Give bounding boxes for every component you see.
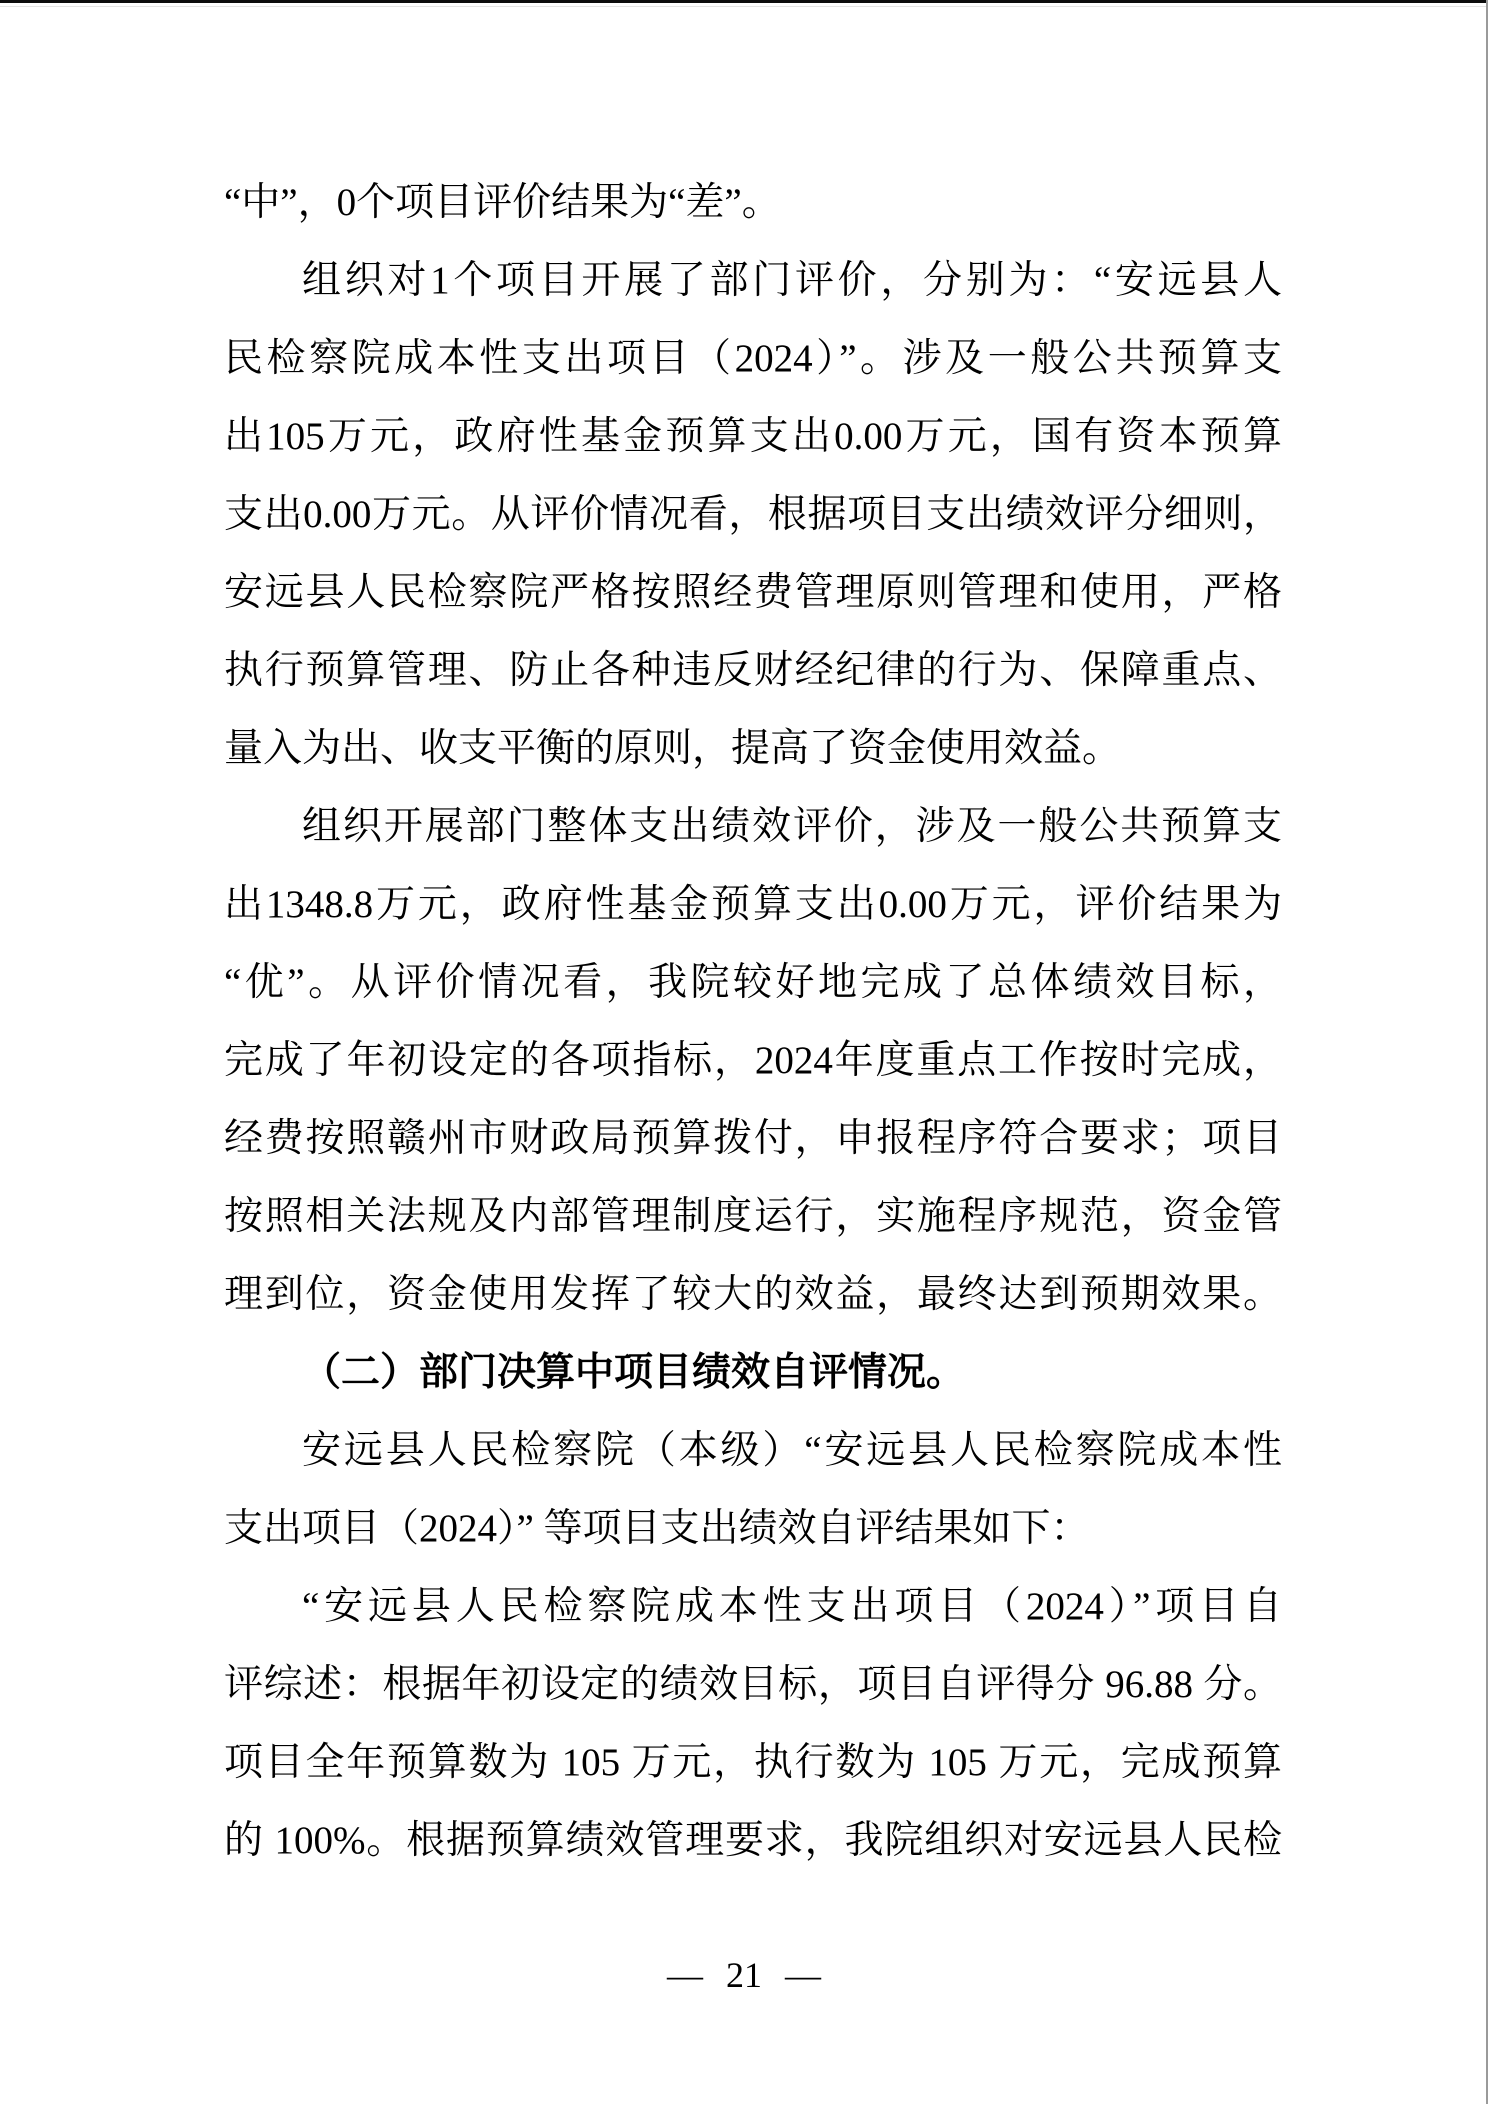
text-line: 支出0.00万元。从评价情况看，根据项目支出绩效评分细则，	[224, 493, 1282, 536]
text-line: 执行预算管理、防止各种违反财经纪律的行为、保障重点、	[224, 649, 1282, 692]
text-line: 组织开展部门整体支出绩效评价，涉及一般公共预算支	[302, 805, 1282, 848]
text-line: 按照相关法规及内部管理制度运行，实施程序规范，资金管	[224, 1195, 1282, 1238]
text-line: 出105万元，政府性基金预算支出0.00万元，国有资本预算	[224, 415, 1282, 458]
text-line: 理到位，资金使用发挥了较大的效益，最终达到预期效果。	[224, 1273, 1282, 1316]
text-line: 组织对1个项目开展了部门评价，分别为：“安远县人	[302, 259, 1282, 302]
text-line: 评综述：根据年初设定的绩效目标，项目自评得分 96.88 分。	[224, 1663, 1282, 1706]
text-line: “中”，0个项目评价结果为“差”。	[224, 181, 781, 224]
text-line: “安远县人民检察院成本性支出项目（2024）”项目自	[302, 1585, 1282, 1628]
section-heading: （二）部门决算中项目绩效自评情况。	[302, 1351, 966, 1394]
scan-edge-top	[0, 0, 1488, 3]
document-text-block	[224, 164, 1282, 1880]
text-line: 安远县人民检察院严格按照经费管理原则管理和使用，严格	[224, 571, 1282, 614]
scan-edge-top-line	[0, 6, 1488, 7]
text-line: 民检察院成本性支出项目（2024）”。涉及一般公共预算支	[224, 337, 1282, 380]
page-number: — 21 —	[667, 1955, 821, 1995]
text-line: “优”。从评价情况看，我院较好地完成了总体绩效目标，	[224, 961, 1282, 1004]
text-line: 经费按照赣州市财政局预算拨付，申报程序符合要求；项目	[224, 1117, 1282, 1160]
text-line: 量入为出、收支平衡的原则，提高了资金使用效益。	[224, 727, 1122, 770]
page-footer	[0, 1950, 1488, 2000]
text-line: 完成了年初设定的各项指标，2024年度重点工作按时完成，	[224, 1039, 1282, 1082]
text-line: 项目全年预算数为 105 万元，执行数为 105 万元，完成预算	[224, 1741, 1282, 1784]
text-line: 支出项目（2024）” 等项目支出绩效自评结果如下：	[224, 1507, 1090, 1550]
text-line: 安远县人民检察院（本级）“安远县人民检察院成本性	[302, 1429, 1282, 1472]
text-line: 的 100%。根据预算绩效管理要求，我院组织对安远县人民检	[224, 1819, 1282, 1862]
text-line: 出1348.8万元，政府性基金预算支出0.00万元，评价结果为	[224, 883, 1282, 926]
